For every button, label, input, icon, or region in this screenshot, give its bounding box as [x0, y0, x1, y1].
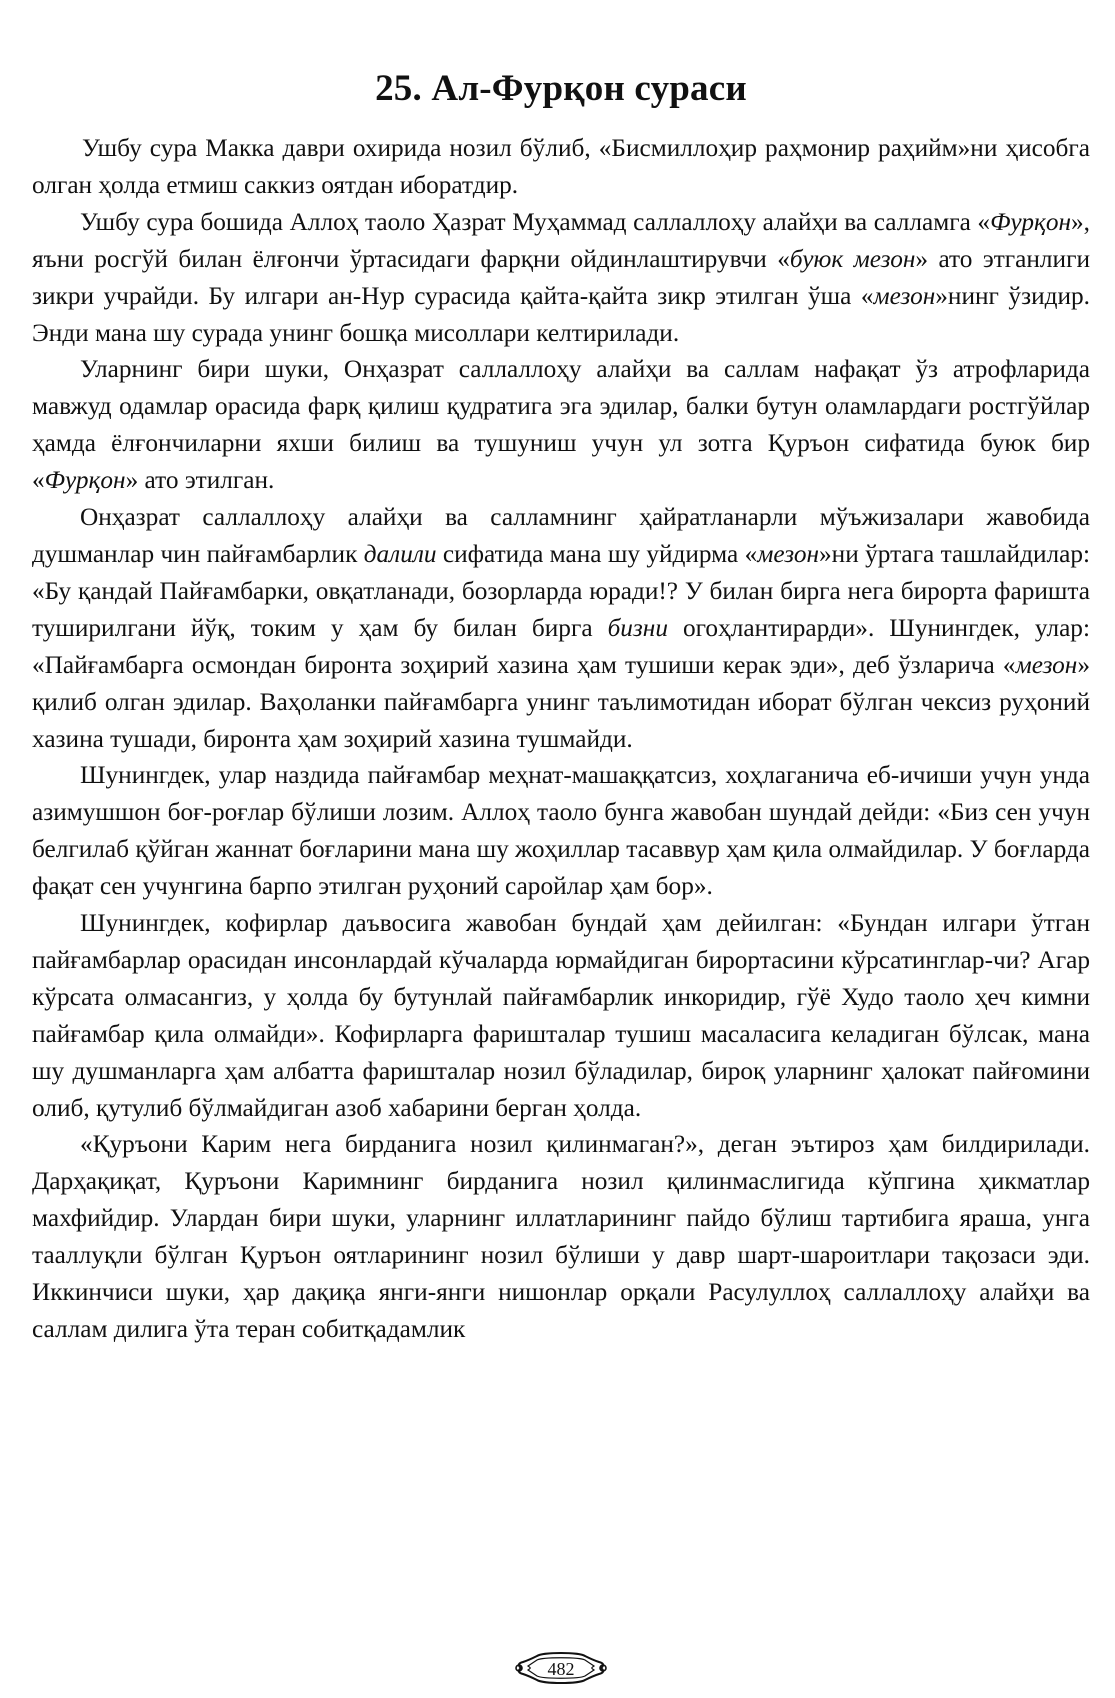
paragraph — [32, 204, 1090, 352]
text-run: »ни ўртага ташлайдилар: «Бу қандай Пайғамбарки, овқатланади, бозорларда юради!? У билан бирга нега бирорта фаришта туширилгани йўқ, токим у ҳам бу билан бирга — [32, 539, 1091, 642]
book-page — [32, 0, 1090, 1698]
italic-term: далили — [363, 539, 437, 568]
text-run: Уларнинг бири шуки, Онҳазрат саллаллоҳу алайҳи ва саллам нафақат ўз атрофларида мавжуд одамлар орасида фарқ қилиш қудратига эга эдилар, балки бутун оламлардаги ростгўйлар ҳамда ёлғончиларни яхши билиш ва тушуниш учун ул зотга Қуръон сифатида буюк бир « — [32, 355, 1090, 495]
italic-term: буюк мезон — [789, 244, 916, 273]
text-run: » ато этилган. — [125, 466, 275, 495]
text-run: Онҳазрат саллаллоҳу алайҳи ва салламнинг ҳайратланарли мўъжизалари жавобида душманлар чин пайғамбарлик — [32, 503, 1090, 568]
page-number-frame — [513, 1648, 609, 1688]
text-run: «Қуръони Карим нега бирданига нозил қилинмаган?», деган эътироз ҳам билдирилади. Дарҳақиқат, Қуръони Каримнинг бирданига нозил қилинмаслигида кўпгина ҳикматлар махфийдир. Улардан бири шуки, уларнинг иллатларининг пайдо бўлиш тартибига яраша, унга тааллуқли бўлган Қуръон оятларининг нозил бўлиши у давр шарт-шароитлари тақозаси эди. Иккинчиси шуки, ҳар дақиқа янги-янги нишонлар орқали Расулуллоҳ саллаллоҳу алайҳи ва саллам дилига ўта теран собитқадамлик — [32, 1130, 1090, 1343]
text-run: сифатида мана шу уйдирма « — [436, 539, 758, 568]
text-run: » қилиб олган эдилар. Ваҳоланки пайғамбарга унинг таълимотидан иборат бўлган чексиз руҳоний хазина тушади, биронта ҳам зоҳирий хазина тушмайди. — [32, 650, 1090, 753]
text-run: Ушбу сура бошида Аллоҳ таоло Ҳазрат Муҳаммад саллаллоҳу алайҳи ва салламга « — [80, 207, 991, 236]
text-run: », яъни росгўй билан ёлғончи ўртасидаги фарқни ойдинлаштирувчи « — [32, 207, 1090, 273]
italic-term: Фурқон — [990, 207, 1072, 236]
text-run: » ато этганлиги зикри учрайди. Бу илгари ан-Нур сурасида қайта-қайта зикр этилган ўша « — [32, 244, 1090, 310]
italic-term: бизни — [607, 613, 669, 642]
text-run: »нинг ўзидир. Энди мана шу сурада унинг бошқа мисоллари келтирилади. — [32, 281, 1090, 347]
text-run: Шунингдек, улар наздида пайғамбар меҳнат-машаққатсиз, хоҳлаганича еб-ичиши учун унда азимушшон боғ-роғлар бўлиши лозим. Аллоҳ таоло бунга жавобан шундай дейди: «Биз сен учун белгилаб қўйган жаннат боғларини мана шу жоҳиллар тасаввур ҳам қила олмайдилар. У боғларда фақат сен учунгина барпо этилган руҳоний саройлар ҳам бор». — [32, 761, 1090, 901]
text-run: огоҳлантирарди». Шунингдек, улар: «Пайғамбарга осмондан биронта зоҳирий хазина ҳам тушиши керак эди», деб ўзларича « — [32, 613, 1090, 679]
italic-term: Фурқон — [44, 466, 126, 495]
italic-term: мезон — [757, 539, 820, 568]
text-run: Шунингдек, кофирлар даъвосига жавобан бундай ҳам дейилган: «Бундан илгари ўтган пайғамбарлар орасидан инсонлардай кўчаларда юрмайдиган бирортасини кўрсатинглар-чи? Агар кўрсата олмасангиз, у ҳолда бу бутунлай пайғамбарлик инкоридир, гўё Худо таоло ҳеч кимни пайғамбар қила олмайди». Кофирларга фаришталар тушиш масаласига келадиган бўлсак, мана шу душманларга ҳам албатта фаришталар нозил бўладилар, бироқ уларнинг ҳалокат пайғомини олиб, қутулиб бўлмайдиган азоб хабарини берган ҳолда. — [32, 909, 1090, 1122]
italic-term: мезон — [1015, 650, 1078, 679]
paragraph — [32, 130, 1090, 204]
paragraph — [32, 905, 1090, 1126]
text-run: Ушбу сура Макка даври охирида нозил бўлиб, «Бисмиллоҳир раҳмонир раҳийм»ни ҳисобга олган ҳолда етмиш саккиз оятдан иборатдир. — [32, 134, 1090, 199]
body-text — [32, 130, 1090, 1348]
page-number: 482 — [547, 1659, 575, 1679]
paragraph — [32, 1126, 1090, 1347]
italic-term: мезон — [873, 281, 936, 310]
paragraph — [32, 499, 1090, 757]
chapter-title: 25. Ал-Фурқон сураси — [375, 67, 747, 109]
page-number-ornament — [32, 1648, 1090, 1688]
paragraph — [32, 351, 1090, 499]
paragraph — [32, 757, 1090, 905]
